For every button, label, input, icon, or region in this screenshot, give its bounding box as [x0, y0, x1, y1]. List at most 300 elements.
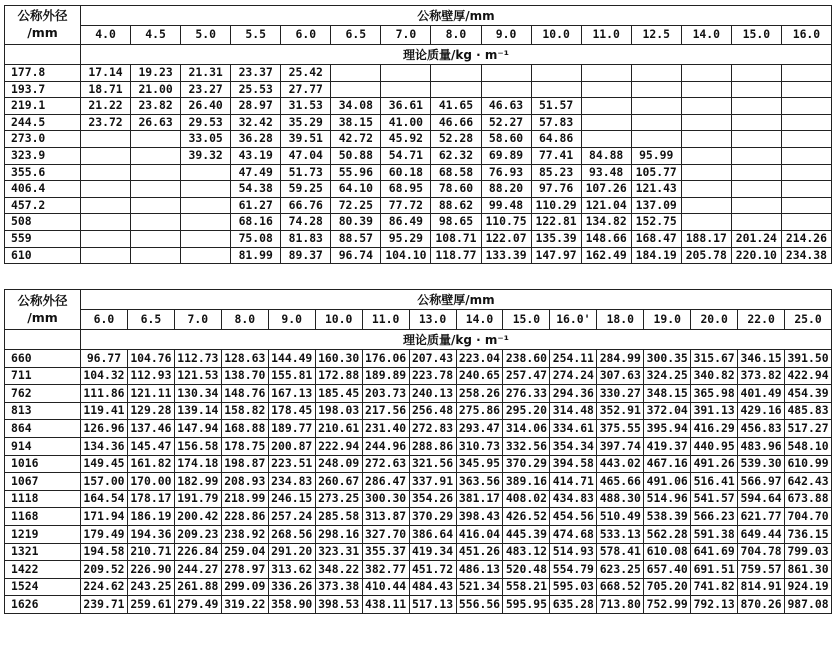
mass-value-cell: [331, 81, 381, 98]
mass-value-cell: 133.39: [481, 247, 531, 264]
table-row: [5, 473, 832, 491]
thickness-header-cell: 11.0: [581, 26, 631, 45]
mass-value-cell: [381, 65, 431, 82]
mass-value-cell: 149.45: [81, 455, 128, 473]
mass-value-cell: 148.76: [221, 385, 268, 403]
mass-value-cell: [331, 65, 381, 82]
mass-value-cell: 31.53: [281, 98, 331, 115]
mass-value-cell: 69.89: [481, 147, 531, 164]
mass-value-cell: 168.47: [631, 230, 681, 247]
thickness-header-cell: 19.0: [644, 310, 691, 330]
mass-value-cell: 88.57: [331, 230, 381, 247]
mass-value-cell: 226.84: [174, 543, 221, 561]
mass-value-cell: 51.57: [531, 98, 581, 115]
outer-diameter-cell: 1016: [5, 455, 81, 473]
mass-value-cell: 121.43: [631, 181, 681, 198]
mass-value-cell: 814.91: [738, 578, 785, 596]
mass-value-cell: 164.54: [81, 490, 128, 508]
mass-value-cell: 275.86: [456, 402, 503, 420]
mass-value-cell: 313.87: [362, 508, 409, 526]
mass-value-cell: 440.95: [691, 437, 738, 455]
mass-value-cell: [681, 98, 731, 115]
mass-value-cell: 391.13: [691, 402, 738, 420]
mass-value-cell: 274.24: [550, 367, 597, 385]
mass-value-cell: 161.82: [127, 455, 174, 473]
mass-value-cell: 111.86: [81, 385, 128, 403]
outer-diameter-cell: 1168: [5, 508, 81, 526]
mass-value-cell: 228.86: [221, 508, 268, 526]
mass-value-cell: 307.63: [597, 367, 644, 385]
thickness-header-cell: 14.0: [681, 26, 731, 45]
corner-label-line2: /mm: [27, 25, 58, 40]
mass-value-cell: 160.30: [315, 350, 362, 368]
mass-value-cell: 25.53: [231, 81, 281, 98]
mass-value-cell: 104.76: [127, 350, 174, 368]
mass-value-cell: 483.96: [738, 437, 785, 455]
mass-value-cell: 324.25: [644, 367, 691, 385]
mass-value-cell: 426.52: [503, 508, 550, 526]
mass-value-cell: 517.27: [785, 420, 832, 438]
mass-value-cell: 179.49: [81, 525, 128, 543]
table-row: [5, 65, 832, 82]
mass-value-cell: 171.94: [81, 508, 128, 526]
mass-value-cell: 401.49: [738, 385, 785, 403]
mass-value-cell: 244.27: [174, 561, 221, 579]
mass-value-cell: 23.72: [81, 114, 131, 131]
mass-value-cell: 121.11: [127, 385, 174, 403]
mass-value-cell: 321.56: [409, 455, 456, 473]
outer-diameter-cell: 355.6: [5, 164, 81, 181]
mass-value-cell: [581, 114, 631, 131]
mass-value-cell: 25.42: [281, 65, 331, 82]
mass-value-cell: 248.09: [315, 455, 362, 473]
mass-value-cell: 313.62: [268, 561, 315, 579]
mass-value-cell: 99.48: [481, 197, 531, 214]
mass-value-cell: 657.40: [644, 561, 691, 579]
mass-value-cell: [731, 164, 781, 181]
mass-value-cell: 35.29: [281, 114, 331, 131]
mass-value-cell: 85.23: [531, 164, 581, 181]
mass-value-cell: 517.13: [409, 596, 456, 614]
mass-value-cell: [81, 164, 131, 181]
mass-value-cell: 46.63: [481, 98, 531, 115]
mass-value-cell: 861.30: [785, 561, 832, 579]
mass-value-cell: 194.58: [81, 543, 128, 561]
thickness-header-cell: 6.5: [331, 26, 381, 45]
mass-value-cell: 198.03: [315, 402, 362, 420]
mass-value-cell: 118.77: [431, 247, 481, 264]
mass-value-cell: [81, 197, 131, 214]
mass-value-cell: 191.79: [174, 490, 221, 508]
mass-value-cell: [781, 98, 831, 115]
table-row: [5, 197, 832, 214]
outer-diameter-cell: 1626: [5, 596, 81, 614]
mass-value-cell: 224.62: [81, 578, 128, 596]
mass-value-cell: 484.43: [409, 578, 456, 596]
mass-value-cell: [481, 65, 531, 82]
mass-value-cell: 395.94: [644, 420, 691, 438]
mass-value-cell: 246.15: [268, 490, 315, 508]
mass-value-cell: [681, 214, 731, 231]
mass-value-cell: [681, 131, 731, 148]
mass-value-cell: 208.93: [221, 473, 268, 491]
mass-value-cell: 673.88: [785, 490, 832, 508]
thickness-header-cell: 22.0: [738, 310, 785, 330]
mass-value-cell: 43.19: [231, 147, 281, 164]
mass-value-cell: 416.04: [456, 525, 503, 543]
mass-value-cell: 178.17: [127, 490, 174, 508]
mass-value-cell: 54.71: [381, 147, 431, 164]
mass-value-cell: 214.26: [781, 230, 831, 247]
mass-value-cell: 77.72: [381, 197, 431, 214]
mass-value-cell: 234.83: [268, 473, 315, 491]
mass-value-cell: 345.95: [456, 455, 503, 473]
mass-value-cell: 200.87: [268, 437, 315, 455]
mass-value-cell: 200.42: [174, 508, 221, 526]
mass-value-cell: 591.38: [691, 525, 738, 543]
mass-value-cell: 189.77: [268, 420, 315, 438]
thickness-title: 公称壁厚/mm: [81, 290, 832, 310]
mass-value-cell: [81, 247, 131, 264]
mass-value-cell: 108.71: [431, 230, 481, 247]
mass-value-cell: 174.18: [174, 455, 221, 473]
mass-value-cell: 18.71: [81, 81, 131, 98]
mass-value-cell: 52.27: [481, 114, 531, 131]
mass-value-cell: 47.04: [281, 147, 331, 164]
mass-value-cell: 51.73: [281, 164, 331, 181]
thickness-header-cell: 9.0: [481, 26, 531, 45]
mass-value-cell: 135.39: [531, 230, 581, 247]
mass-value-cell: 189.89: [362, 367, 409, 385]
mass-value-cell: 336.26: [268, 578, 315, 596]
mass-value-cell: 254.11: [550, 350, 597, 368]
mass-value-cell: 138.70: [221, 367, 268, 385]
mass-value-cell: 168.88: [221, 420, 268, 438]
thickness-header-cell: 13.0: [409, 310, 456, 330]
thickness-header-cell: 5.0: [181, 26, 231, 45]
mass-value-cell: [681, 65, 731, 82]
outer-diameter-cell: 610: [5, 247, 81, 264]
outer-diameter-cell: 864: [5, 420, 81, 438]
thickness-header-cell: 6.0: [81, 310, 128, 330]
table-row: [5, 181, 832, 198]
mass-value-cell: 284.99: [597, 350, 644, 368]
mass-value-cell: 548.10: [785, 437, 832, 455]
mass-value-cell: 488.30: [597, 490, 644, 508]
mass-value-cell: 337.91: [409, 473, 456, 491]
mass-value-cell: 799.03: [785, 543, 832, 561]
mass-value-cell: 210.61: [315, 420, 362, 438]
mass-value-cell: 259.61: [127, 596, 174, 614]
header-row-thickness-title: [5, 290, 832, 310]
mass-value-cell: 147.94: [174, 420, 221, 438]
mass-value-cell: 486.13: [456, 561, 503, 579]
mass-value-cell: [131, 230, 181, 247]
mass-value-cell: 36.28: [231, 131, 281, 148]
mass-value-cell: 538.39: [644, 508, 691, 526]
mass-value-cell: 110.29: [531, 197, 581, 214]
mass-value-cell: 375.55: [597, 420, 644, 438]
outer-diameter-cell: 508: [5, 214, 81, 231]
mass-value-cell: 26.40: [181, 98, 231, 115]
mass-value-cell: [731, 197, 781, 214]
thickness-header-cell: 25.0: [785, 310, 832, 330]
outer-diameter-cell: 1219: [5, 525, 81, 543]
mass-value-cell: [131, 197, 181, 214]
mass-value-cell: 66.76: [281, 197, 331, 214]
mass-value-cell: [131, 214, 181, 231]
thickness-header-cell: 6.5: [127, 310, 174, 330]
mass-value-cell: 741.82: [691, 578, 738, 596]
mass-value-cell: 205.78: [681, 247, 731, 264]
header-row-mass-title: [5, 330, 832, 350]
mass-value-cell: 52.28: [431, 131, 481, 148]
mass-value-cell: 310.73: [456, 437, 503, 455]
mass-value-cell: 354.26: [409, 490, 456, 508]
mass-value-cell: 77.41: [531, 147, 581, 164]
mass-value-cell: [731, 65, 781, 82]
mass-value-cell: 566.97: [738, 473, 785, 491]
thickness-header-cell: 11.0: [362, 310, 409, 330]
mass-value-cell: 29.53: [181, 114, 231, 131]
mass-value-cell: 370.29: [409, 508, 456, 526]
mass-value-cell: [631, 65, 681, 82]
thickness-header-cell: 10.0: [531, 26, 581, 45]
mass-value-cell: 286.47: [362, 473, 409, 491]
mass-value-cell: 62.32: [431, 147, 481, 164]
mass-value-cell: [681, 147, 731, 164]
mass-value-cell: 81.99: [231, 247, 281, 264]
mass-value-cell: 258.26: [456, 385, 503, 403]
thickness-header-cell: 4.5: [131, 26, 181, 45]
mass-value-cell: 278.97: [221, 561, 268, 579]
mass-value-cell: 46.66: [431, 114, 481, 131]
mass-value-cell: 139.14: [174, 402, 221, 420]
mass-value-cell: [731, 114, 781, 131]
mass-value-cell: [431, 81, 481, 98]
mass-value-cell: 323.31: [315, 543, 362, 561]
mass-value-cell: 152.75: [631, 214, 681, 231]
mass-value-cell: 220.10: [731, 247, 781, 264]
mass-value-cell: [681, 114, 731, 131]
mass-value-cell: 172.88: [315, 367, 362, 385]
mass-value-cell: 272.83: [409, 420, 456, 438]
mass-value-cell: 78.60: [431, 181, 481, 198]
outer-diameter-cell: 559: [5, 230, 81, 247]
mass-value-cell: 554.79: [550, 561, 597, 579]
mass-value-cell: 438.11: [362, 596, 409, 614]
corner-label: [5, 6, 81, 45]
mass-value-cell: 64.86: [531, 131, 581, 148]
mass-value-cell: 610.99: [785, 455, 832, 473]
mass-value-cell: 217.56: [362, 402, 409, 420]
thickness-header-cell: 15.0: [731, 26, 781, 45]
mass-value-cell: [681, 81, 731, 98]
mass-value-cell: 21.00: [131, 81, 181, 98]
mass-value-cell: [731, 81, 781, 98]
mass-value-cell: [131, 147, 181, 164]
mass-value-cell: 222.94: [315, 437, 362, 455]
mass-value-cell: 93.48: [581, 164, 631, 181]
mass-value-cell: 533.13: [597, 525, 644, 543]
mass-value-cell: 203.73: [362, 385, 409, 403]
mass-value-cell: 314.48: [550, 402, 597, 420]
mass-value-cell: 752.99: [644, 596, 691, 614]
mass-value-cell: 238.60: [503, 350, 550, 368]
mass-value-cell: 635.28: [550, 596, 597, 614]
mass-value-cell: 541.57: [691, 490, 738, 508]
mass-value-cell: 21.31: [181, 65, 231, 82]
thickness-header-cell: 7.0: [381, 26, 431, 45]
mass-value-cell: 340.82: [691, 367, 738, 385]
table-row: [5, 81, 832, 98]
mass-value-cell: 26.63: [131, 114, 181, 131]
mass-value-cell: 454.39: [785, 385, 832, 403]
mass-value-cell: 381.17: [456, 490, 503, 508]
mass-value-cell: 110.75: [481, 214, 531, 231]
mass-value-cell: 176.06: [362, 350, 409, 368]
table-row: [5, 350, 832, 368]
mass-value-cell: 355.37: [362, 543, 409, 561]
mass-value-cell: 279.49: [174, 596, 221, 614]
mass-value-cell: 454.56: [550, 508, 597, 526]
mass-value-cell: 520.48: [503, 561, 550, 579]
mass-value-cell: 155.81: [268, 367, 315, 385]
mass-value-cell: 55.96: [331, 164, 381, 181]
mass-value-cell: [581, 131, 631, 148]
mass-value-cell: 483.12: [503, 543, 550, 561]
mass-value-cell: 184.19: [631, 247, 681, 264]
mass-value-cell: [131, 164, 181, 181]
mass-value-cell: [781, 214, 831, 231]
mass-value-cell: 386.64: [409, 525, 456, 543]
mass-value-cell: 45.92: [381, 131, 431, 148]
mass-value-cell: 319.22: [221, 596, 268, 614]
mass-value-cell: 294.36: [550, 385, 597, 403]
mass-value-cell: 88.20: [481, 181, 531, 198]
table-row: [5, 543, 832, 561]
mass-value-cell: 443.02: [597, 455, 644, 473]
mass-value-cell: 268.56: [268, 525, 315, 543]
mass-value-cell: 84.88: [581, 147, 631, 164]
mass-value-cell: 201.24: [731, 230, 781, 247]
mass-value-cell: [581, 98, 631, 115]
mass-value-cell: 510.49: [597, 508, 644, 526]
table-row: [5, 385, 832, 403]
mass-value-cell: 178.45: [268, 402, 315, 420]
mass-value-cell: 610.08: [644, 543, 691, 561]
mass-value-cell: 240.65: [456, 367, 503, 385]
mass-value-cell: 75.08: [231, 230, 281, 247]
thickness-header-cell: 12.5: [631, 26, 681, 45]
mass-value-cell: 348.15: [644, 385, 691, 403]
mass-value-cell: 226.90: [127, 561, 174, 579]
mass-value-cell: 98.65: [431, 214, 481, 231]
corner-label-line2: /mm: [27, 309, 58, 325]
mass-value-cell: [81, 147, 131, 164]
mass-value-cell: [781, 197, 831, 214]
mass-value-cell: 42.72: [331, 131, 381, 148]
outer-diameter-cell: 193.7: [5, 81, 81, 98]
mass-value-cell: 792.13: [691, 596, 738, 614]
outer-diameter-cell: 273.0: [5, 131, 81, 148]
table-row: [5, 367, 832, 385]
mass-value-cell: 105.77: [631, 164, 681, 181]
mass-value-cell: 257.24: [268, 508, 315, 526]
thickness-header-cell: 6.0: [281, 26, 331, 45]
outer-diameter-cell: 457.2: [5, 197, 81, 214]
mass-value-cell: 373.82: [738, 367, 785, 385]
mass-value-cell: [181, 197, 231, 214]
mass-value-cell: 240.13: [409, 385, 456, 403]
mass-value-cell: 239.71: [81, 596, 128, 614]
mass-value-cell: 924.19: [785, 578, 832, 596]
mass-value-cell: 68.58: [431, 164, 481, 181]
mass-value-cell: [731, 131, 781, 148]
thickness-header-cell: 18.0: [597, 310, 644, 330]
table-row: [5, 508, 832, 526]
mass-value-cell: 188.17: [681, 230, 731, 247]
mass-value-cell: 38.15: [331, 114, 381, 131]
mass-value-cell: 562.28: [644, 525, 691, 543]
mass-value-cell: [731, 181, 781, 198]
mass-value-cell: 104.10: [381, 247, 431, 264]
mass-value-cell: 346.15: [738, 350, 785, 368]
mass-value-cell: [81, 214, 131, 231]
mass-value-cell: 315.67: [691, 350, 738, 368]
thickness-header-cell: 16.0: [781, 26, 831, 45]
table-row: [5, 214, 832, 231]
mass-value-cell: 223.78: [409, 367, 456, 385]
mass-value-cell: 128.63: [221, 350, 268, 368]
mass-value-cell: 34.08: [331, 98, 381, 115]
mass-value-cell: 95.29: [381, 230, 431, 247]
outer-diameter-cell: 244.5: [5, 114, 81, 131]
mass-value-cell: 491.26: [691, 455, 738, 473]
corner-blank: [5, 45, 81, 65]
mass-value-cell: 158.82: [221, 402, 268, 420]
mass-value-cell: 23.37: [231, 65, 281, 82]
mass-value-cell: 126.96: [81, 420, 128, 438]
mass-value-cell: 39.51: [281, 131, 331, 148]
mass-value-cell: 558.21: [503, 578, 550, 596]
mass-value-cell: 72.25: [331, 197, 381, 214]
corner-label-line1: 公称外径: [17, 292, 68, 308]
mass-value-cell: 389.16: [503, 473, 550, 491]
mass-value-cell: [181, 230, 231, 247]
header-row-thicknesses: [5, 26, 832, 45]
corner-label-line1: 公称外径: [17, 8, 68, 24]
mass-value-cell: 566.23: [691, 508, 738, 526]
mass-value-cell: 243.25: [127, 578, 174, 596]
thickness-header-cell: 7.0: [174, 310, 221, 330]
mass-value-cell: 434.83: [550, 490, 597, 508]
mass-value-cell: 17.14: [81, 65, 131, 82]
mass-value-cell: 419.37: [644, 437, 691, 455]
mass-value-cell: 178.75: [221, 437, 268, 455]
mass-table-small-diameters: [4, 5, 832, 264]
outer-diameter-cell: 1524: [5, 578, 81, 596]
mass-value-cell: 705.20: [644, 578, 691, 596]
outer-diameter-cell: 1067: [5, 473, 81, 491]
mass-value-cell: [631, 81, 681, 98]
mass-value-cell: 122.81: [531, 214, 581, 231]
mass-value-cell: 474.68: [550, 525, 597, 543]
mass-value-cell: 987.08: [785, 596, 832, 614]
mass-value-cell: 58.60: [481, 131, 531, 148]
mass-value-cell: 244.96: [362, 437, 409, 455]
mass-value-cell: 259.04: [221, 543, 268, 561]
